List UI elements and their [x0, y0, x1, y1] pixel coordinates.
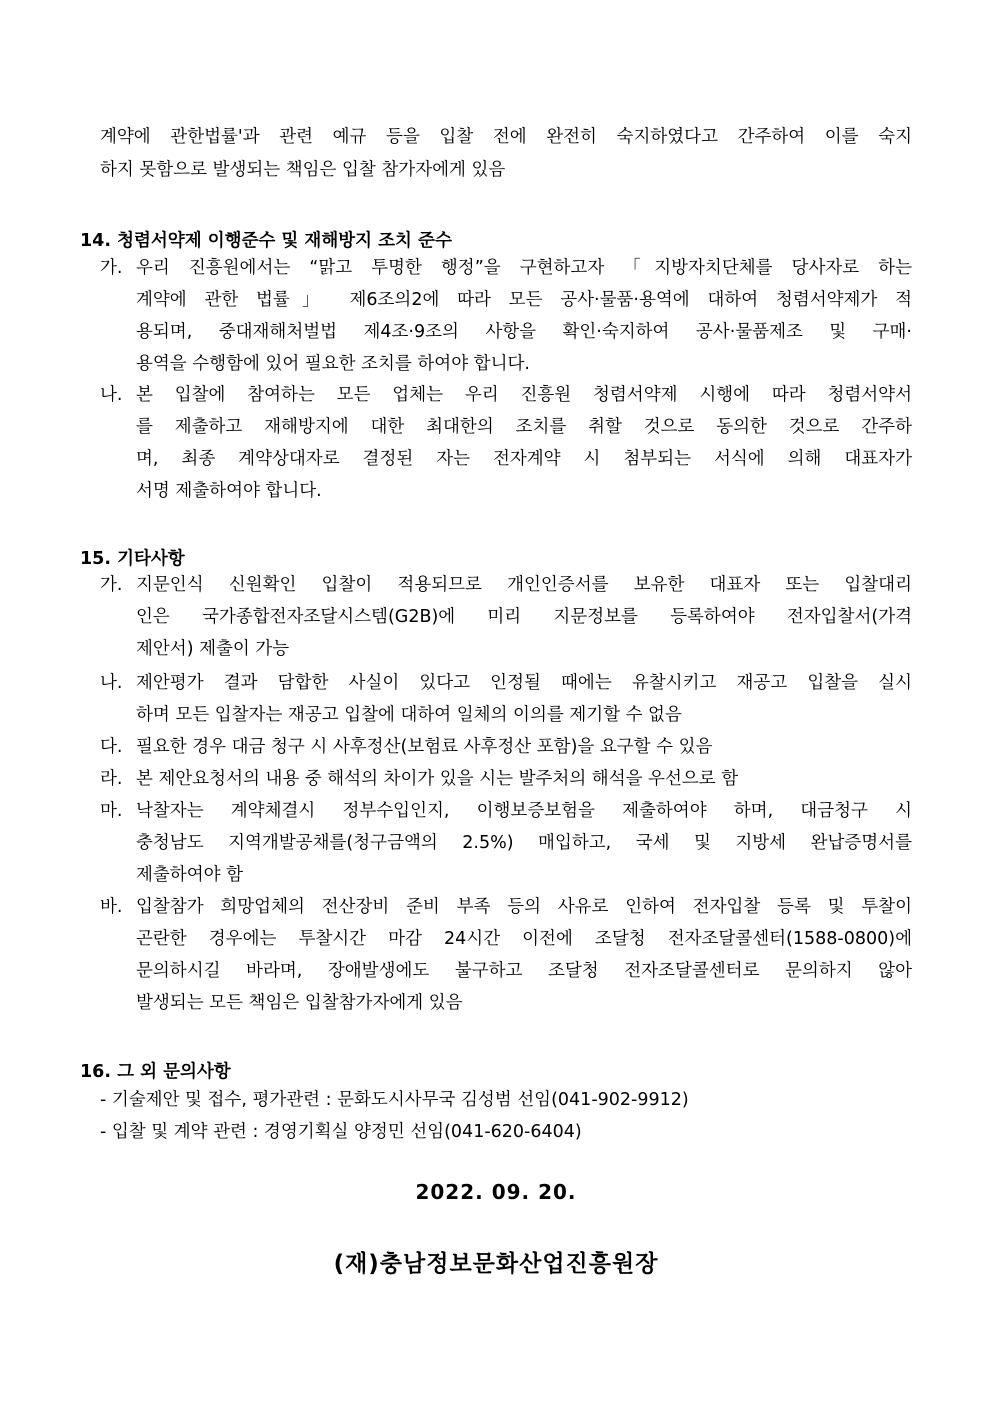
item-marker: 나.: [100, 673, 123, 693]
item-line: 제출하여야 함: [136, 865, 243, 885]
item-line: 본 입찰에 참여하는 모든 업체는 우리 진흥원 청렴서약제 시행에 따라 청렴서약서: [136, 385, 912, 405]
item-marker: 라.: [100, 769, 123, 789]
section-heading-14: 14. 청렴서약제 이행준수 및 재해방지 조치 준수: [80, 231, 452, 251]
list-item: [100, 736, 912, 762]
list-item: [100, 574, 912, 664]
item-line: 제안평가 결과 담합한 사실이 있다고 인정될 때에는 유찰시키고 재공고 입찰을 실시: [136, 673, 912, 693]
item-line: 문의하시길 바라며, 장애발생에도 불구하고 조달청 전자조달콜센터로 문의하지 않아: [136, 961, 912, 981]
item-marker: 가.: [100, 258, 123, 278]
item-line: 발생되는 모든 책임은 입찰참가자에게 있음: [136, 993, 463, 1013]
item-line: 필요한 경우 대금 청구 시 사후정산(보험료 사후정산 포함)을 요구할 수 있음: [136, 737, 713, 757]
list-item: [100, 384, 912, 504]
item-line: 입찰참가 희망업체의 전산장비 준비 부족 등의 사유로 인하여 전자입찰 등록 및 투찰이: [136, 897, 912, 917]
item-line: 충청남도 지역개발공채를(청구금액의 2.5%) 매입하고, 국세 및 지방세 완납증명서를: [136, 833, 912, 853]
section-heading-15: 15. 기타사항: [80, 549, 185, 569]
list-item: [100, 896, 912, 1018]
section-heading-16: 16. 그 외 문의사항: [80, 1062, 231, 1082]
list-item: [100, 257, 912, 377]
item-marker: 다.: [100, 737, 123, 757]
intro-line: 하지 못함으로 발생되는 책임은 입찰 참가자에게 있음: [100, 160, 506, 180]
document-date: 2022. 09. 20.: [415, 1180, 577, 1204]
item-line: 용되며, 중대재해처벌법 제4조·9조의 사항을 확인·숙지하여 공사·물품제조 및 구매·: [136, 322, 912, 342]
list-item: [100, 800, 912, 890]
item-line: 용역을 수행함에 있어 필요한 조치를 하여야 합니다.: [136, 354, 530, 374]
item-line: 며, 최종 계약상대자로 결정된 자는 전자계약 시 첨부되는 서식에 의해 대표자가: [136, 449, 912, 469]
item-line: 를 제출하고 재해방지에 대한 최대한의 조치를 취할 것으로 동의한 것으로 간주하: [136, 417, 912, 437]
item-line: 인은 국가종합전자조달시스템(G2B)에 미리 지문정보를 등록하여야 전자입찰서(가격: [136, 607, 912, 627]
item-line: 우리 진흥원에서는 “맑고 투명한 행정”을 구현하고자 「지방자치단체를 당사자로 하는: [136, 258, 912, 278]
item-line: 제안서) 제출이 가능: [136, 639, 290, 659]
list-item: [100, 768, 912, 794]
item-marker: 마.: [100, 801, 123, 821]
item-marker: 바.: [100, 897, 123, 917]
item-line: 낙찰자는 계약체결시 정부수입인지, 이행보증보험을 제출하여야 하며, 대금청구 시: [136, 801, 912, 821]
item-line: 곤란한 경우에는 투찰시간 마감 24시간 이전에 조달청 전자조달콜센터(1588-0800)에: [136, 929, 912, 949]
item-line: 본 제안요청서의 내용 중 해석의 차이가 있을 시는 발주처의 해석을 우선으로 함: [136, 769, 739, 789]
intro-line: 계약에 관한법률'과 관련 예규 등을 입찰 전에 완전히 숙지하였다고 간주하여 이를 숙지: [100, 127, 912, 147]
contact-line: - 기술제안 및 접수, 평가관련 : 문화도시사무국 김성범 선임(041-902-9912): [100, 1090, 689, 1110]
issuer-name: (재)충남정보문화산업진흥원장: [333, 1251, 659, 1277]
item-line: 하며 모든 입찰자는 재공고 입찰에 대하여 일체의 이의를 제기할 수 없음: [136, 705, 682, 725]
item-line: 지문인식 신원확인 입찰이 적용되므로 개인인증서를 보유한 대표자 또는 입찰대리: [136, 575, 912, 595]
item-marker: 가.: [100, 575, 123, 595]
item-line: 서명 제출하여야 합니다.: [136, 481, 322, 501]
contact-line: - 입찰 및 계약 관련 : 경영기획실 양정민 선임(041-620-6404): [100, 1122, 582, 1142]
list-item: [100, 672, 912, 730]
item-line: 계약에 관한 법률」 제6조의2에 따라 모든 공사·물품·용역에 대하여 청렴서약제가 적: [136, 290, 912, 310]
item-marker: 나.: [100, 385, 123, 405]
